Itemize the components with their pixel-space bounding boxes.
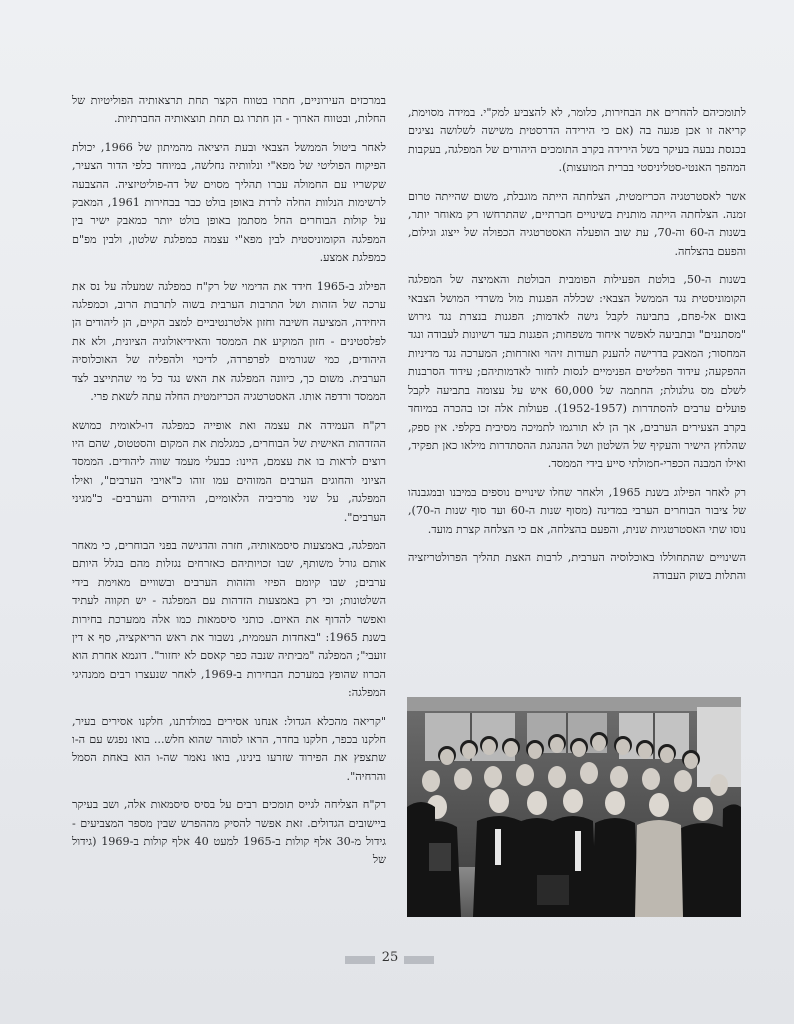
- text-column-right: [408, 104, 746, 586]
- footer-ornament-bar: [404, 956, 434, 964]
- page-number: 25: [381, 950, 399, 965]
- paragraph: רק"ח העמידה את עצמה ואת אופייה כמפלגה דו-לאומית כמושא ההזדהות האישית של הבוחרים, כמגלמת את המקום והסטטוס, שהם היו רוצים לראות בו את עצמם, היינו: כבעלי מעמד שווה ליהודים. הממסד הציוני והחוגים הערבים המזוהים עמו זוהו כ"אויבי הערבים", ואילו המפלגה, על שני מרכיביה הלאומיים, היהודים והערבים- כ"מגיני הערבים".: [72, 418, 386, 524]
- paragraph: לתומכיהם להחרים את הבחירות, כלומר, לא להצביע למק"י. במידה מסוימת, קריאה זו אכן פגעה בה (אם כי הירידה הדרסטית משישה לשלושה נציגים בכנסת נבעה בעיקר בשל הירידה בקרב התומכים היהודים של המפלגה, בעקבות המהפך האנטי-סטליניסטי בברית המועצות).: [408, 106, 746, 175]
- text-column-left: [72, 92, 386, 870]
- paragraph: בשנות ה-50, בולטת הפעילות הפומבית הבולטת והאמיצה של המפלגה הקומוניסטית נגד הממשל הצבאי: שכללה הפגנות מול משרדי המושל הצבאי באום אל-פחם, בתביעה לקבל גישה לאדמות; הפגנות בנצרת נגד גירוש "מסתננים" ובתביעה לאפשר איחוד משפחות; הפגנות בעד רשיונות לעבודה ונגד המחסור; המאבק בדרישה להענק תעודות זיהוי ואזרחות; המערכה נגד מדיניות ההפקעה; עידוד הפליטים הפנימיים לנסות לחזור לאדמותיהם; עידוד הסרבנות לשלם מס גולגולת; החתמה של 60,000 איש על עצומה בתביעה לקבל פועלים ערבים להסתדרות (1952-1957). פעולות אלה זכו בהכרה במיוחד בקרב הצעירים הערבים, אך הן לא תורגמו לתמיכה מסיבית בקלפי. אין ספק, שהלחץ הישיר והעקיף של השלטון ושל ההנהגת ההסתדרות מילאו כאן תפקיד, ואילו המבנה הכפרי-חמולתי סייע בידי הממסד.: [408, 273, 746, 471]
- quoted-leaflet: "קריאה מהכלא הגדול: אנחנו אסירים במולדתנו, חלקנו אסירים בעיר, חלקנו בכפר, חלקנו בחדר, הראו לסוהר שהוא חלש... בואו נפגש עם ה-ו שתצפץ את הפירוד שזרעו בינינו, בואו נאמר שה-ו הוא באחת הסמל והרחיה".: [72, 714, 386, 783]
- paragraph: רק לאחר הפילוג בשנת 1965, ולאחר שחלו שינויים נוספים במיבנו ובמגבנהו של ציבור הבוחרים הערבי במדינה (מסוף שנות ה-60 ועד סוף שנות ה-70), נוסו שתי האסטרטגיות שנית, והפעם בהצלחה, אם כי הצלחה קצרת מועד.: [408, 485, 747, 536]
- paragraph: השינויים שהתחוללו באוכלוסיה הערבית, לרבות האצת תהליך הפרולטריזציה והתלות בשוק העבודה: [408, 550, 746, 583]
- paragraph: הפילוג ב-1965 חידד את הדימוי של רק"ח כמפלגה שמעלה על נס את ערכה של הזהות ושל התרבות הערבית בשוה לתרבות הרוב, וכמפלגה היחידה, המציעה חשיבה וחזון אלטרנטיביים למצב הקיים, הן ליהודים הן לפלסטינים - חזון המוקיע את הממסד והאידיאולוגיה הציונית, ולא את היהודים, כמי שגורמים לפרפרדה, לדיכוי ולהפליה של האוכלוסיה הערבית. משום כך, כיוונה המפלגה את האש נגד כל מי שהתייצב לצד הממסד ורדפה אותו. האסטרטגיה הכריזמטית החלה עתה לשאת פרי.: [72, 279, 386, 404]
- paragraph: המפלגה, באמצעות סיסמאותיה, חזרה והדגישה בפני הבוחרים, כי מאחר אותם גורל משותף, שבו זכויותיהם כאזרחים נגזלות מהם בגלל היותם ערבים; שבו קיומם הפיזי והזהות הערבים ובשוויים מאוימת בידי השלטונות; וכי רק באמצעות הזדהות עם המפלגה - יש תקווה לעתיד ואפשר להדוף את האיום. כותני סיסמאות כמו אלה ממערכת בחירות בשנת 1965: "באחדות העממית, נשבור את ראש הריאקציה, סף א דין זועבי"; המפלגה "מביתיה שנבה כפר קאסם לא יחזור". דוגמא אחרת הוא הכרוז שהופץ במערכת הבחירות ב-1969, לאחר שנעצרו רבים ממנהיגי המפלגה:: [72, 538, 386, 700]
- group-photo: [407, 697, 741, 917]
- paragraph: לאחר ביטול הממשל הצבאי ובעת היציאה מהמיתון של 1966, יכולת הפיקוח הפוליטי של מפא"י ונלוותיה נחלשה, במיוחד כלפי הדור הצעיר, שקשריו עם החמולה עברו תהליך מסוים של דה-פוליטיזציה. ההצבעה לרשימות הנלוות החלה לרדת באופן בולט כבר בבחירות 1961, המאבק על קולות הבוחרים החל מסתמן באופן בולט יותר כמאבק ישיר בין המפלגה הקומוניסטית לבין מפא"י עצמה כמפלגת שלטון, ולבין מפ"ם כמפלגת אמצע.: [72, 140, 386, 265]
- page-footer: [0, 948, 794, 972]
- paragraph: במרכזים העירוניים, חתרו בטווח הקצר תחת תרצאותיה הפוליטיות של החלות, ובטווח הארוך - הן חתרו גם תחת תוצאותיה החברתיות.: [72, 94, 386, 126]
- paragraph: אשר לאסטרטגיה הכריזמטית, הצלחתה הייתה מוגבלת, משום שהייתה טרום זמנה. הצלחתה הייתה מותנית בשינויים חברתיים, שהתרחשו רק מאוחר יותר, בשנות ה-60 וה-70, עת שוב הופעלה האסטרטגיה הכפולה של ייצוג וגילום, והפעם בהצלחה.: [408, 189, 746, 258]
- footer-ornament-bar: [345, 956, 375, 964]
- paragraph: רק"ח הצליחה לגייס תומכים רבים על בסיס סיסמאות אלה, ושב בעיקר ביישובים הגדולים. זאת אפשר להסיק מההפרש שבין מספר המצביעים - גידול מ-30 אלף קולות ב-1965 למעט 40 אלף קולות ב-1969 (גידול של: [72, 798, 386, 867]
